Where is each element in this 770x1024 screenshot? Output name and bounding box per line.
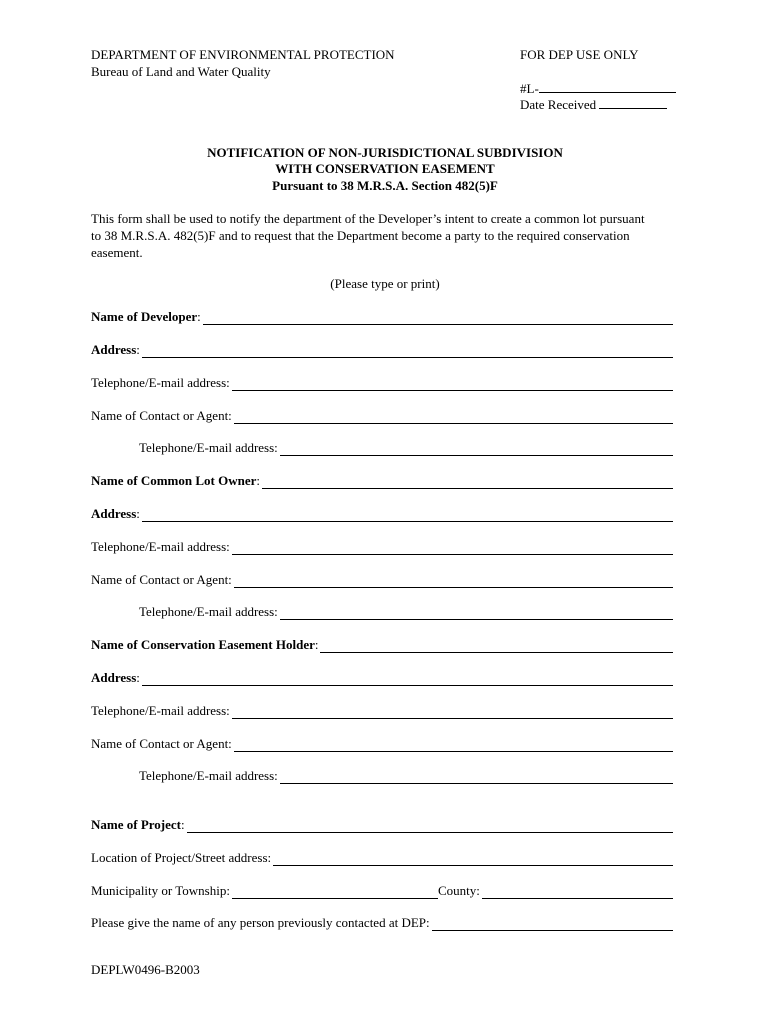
date-received-field[interactable]: [599, 96, 667, 109]
easement-holder-telephone-label: Telephone/E-mail address:: [91, 703, 230, 718]
easement-holder-address-row: Address:: [91, 668, 673, 686]
type-or-print-instruction: (Please type or print): [330, 276, 440, 291]
developer-contact-telephone-field[interactable]: [280, 442, 673, 456]
l-number-label: #L-: [520, 81, 539, 96]
project-location-label: Location of Project/Street address:: [91, 850, 272, 865]
easement-holder-contact-telephone-label: Telephone/E-mail address:: [139, 768, 278, 783]
common-lot-owner-telephone-label: Telephone/E-mail address:: [91, 539, 230, 554]
common-lot-owner-telephone-field[interactable]: [232, 541, 673, 555]
common-lot-owner-contact-telephone-field[interactable]: [280, 606, 673, 620]
easement-holder-contact-telephone-row: [139, 766, 673, 784]
developer-contact-label: Name of Contact or Agent:: [91, 408, 232, 423]
easement-holder-telephone-row: [91, 701, 673, 719]
previous-contact-row: [91, 913, 673, 931]
common-lot-owner-contact-row: [91, 570, 673, 588]
developer-telephone-label: Telephone/E-mail address:: [91, 375, 230, 390]
easement-holder-address-field[interactable]: [142, 672, 673, 686]
previous-contact-field[interactable]: [432, 917, 673, 931]
project-name-field[interactable]: [187, 819, 673, 833]
municipality-label: Municipality or Township:: [91, 883, 230, 898]
form-title-line-2: WITH CONSERVATION EASEMENT: [275, 161, 495, 176]
easement-holder-name-row: Name of Conservation Easement Holder:: [91, 635, 673, 653]
common-lot-owner-name-row: Name of Common Lot Owner:: [91, 471, 673, 489]
municipality-county-row: [91, 881, 673, 899]
easement-holder-address-label: Address: [91, 670, 137, 685]
developer-telephone-row: [91, 373, 673, 391]
developer-contact-telephone-label: Telephone/E-mail address:: [139, 440, 278, 455]
common-lot-owner-contact-telephone-row: [139, 602, 673, 620]
common-lot-owner-telephone-row: [91, 537, 673, 555]
developer-contact-row: [91, 406, 673, 424]
developer-address-field[interactable]: [142, 344, 673, 358]
l-number-field[interactable]: [539, 80, 676, 93]
developer-telephone-field[interactable]: [232, 377, 673, 391]
intro-paragraph: This form shall be used to notify the department of the Developer’s intent to create a common lot pursuant to 38 M.R.S.A. 482(5)F and to request that the Department become a party to the required conservation easement.: [91, 211, 645, 260]
easement-holder-contact-row: [91, 734, 673, 752]
form-title-line-3: Pursuant to 38 M.R.S.A. Section 482(5)F: [272, 178, 498, 193]
project-location-field[interactable]: [273, 852, 673, 866]
developer-name-label: Name of Developer: [91, 309, 198, 324]
developer-name-row: Name of Developer:: [91, 307, 673, 325]
project-name-row: Name of Project:: [91, 815, 673, 833]
county-label: County:: [437, 883, 480, 898]
form-title-line-1: NOTIFICATION OF NON-JURISDICTIONAL SUBDIVISION: [207, 145, 563, 160]
common-lot-owner-contact-telephone-label: Telephone/E-mail address:: [139, 604, 278, 619]
common-lot-owner-address-row: Address:: [91, 504, 673, 522]
developer-contact-field[interactable]: [234, 410, 673, 424]
form-code: DEPLW0496-B2003: [91, 962, 200, 977]
easement-holder-name-label: Name of Conservation Easement Holder: [91, 637, 315, 652]
common-lot-owner-name-field[interactable]: [262, 475, 673, 489]
previous-contact-label: Please give the name of any person previously contacted at DEP:: [91, 915, 430, 930]
common-lot-owner-name-label: Name of Common Lot Owner: [91, 473, 257, 488]
developer-contact-telephone-row: [139, 438, 673, 456]
common-lot-owner-contact-label: Name of Contact or Agent:: [91, 572, 232, 587]
common-lot-owner-address-field[interactable]: [142, 508, 673, 522]
easement-holder-contact-field[interactable]: [234, 738, 673, 752]
common-lot-owner-address-label: Address: [91, 506, 137, 521]
developer-name-field[interactable]: [203, 311, 673, 325]
municipality-field[interactable]: [232, 885, 438, 899]
date-received-label: Date Received: [520, 97, 597, 112]
developer-address-label: Address: [91, 342, 137, 357]
dep-use-only-label: FOR DEP USE ONLY: [520, 47, 639, 62]
easement-holder-contact-telephone-field[interactable]: [280, 770, 673, 784]
developer-address-row: Address:: [91, 340, 673, 358]
bureau-name: Bureau of Land and Water Quality: [91, 64, 271, 79]
l-number-row: [520, 80, 676, 97]
easement-holder-telephone-field[interactable]: [232, 705, 673, 719]
date-received-row: [520, 96, 667, 113]
common-lot-owner-contact-field[interactable]: [234, 574, 673, 588]
project-location-row: [91, 848, 673, 866]
easement-holder-name-field[interactable]: [320, 639, 673, 653]
project-name-label: Name of Project: [91, 817, 181, 832]
department-name: DEPARTMENT OF ENVIRONMENTAL PROTECTION: [91, 47, 395, 62]
easement-holder-contact-label: Name of Contact or Agent:: [91, 736, 232, 751]
county-field[interactable]: [482, 885, 673, 899]
